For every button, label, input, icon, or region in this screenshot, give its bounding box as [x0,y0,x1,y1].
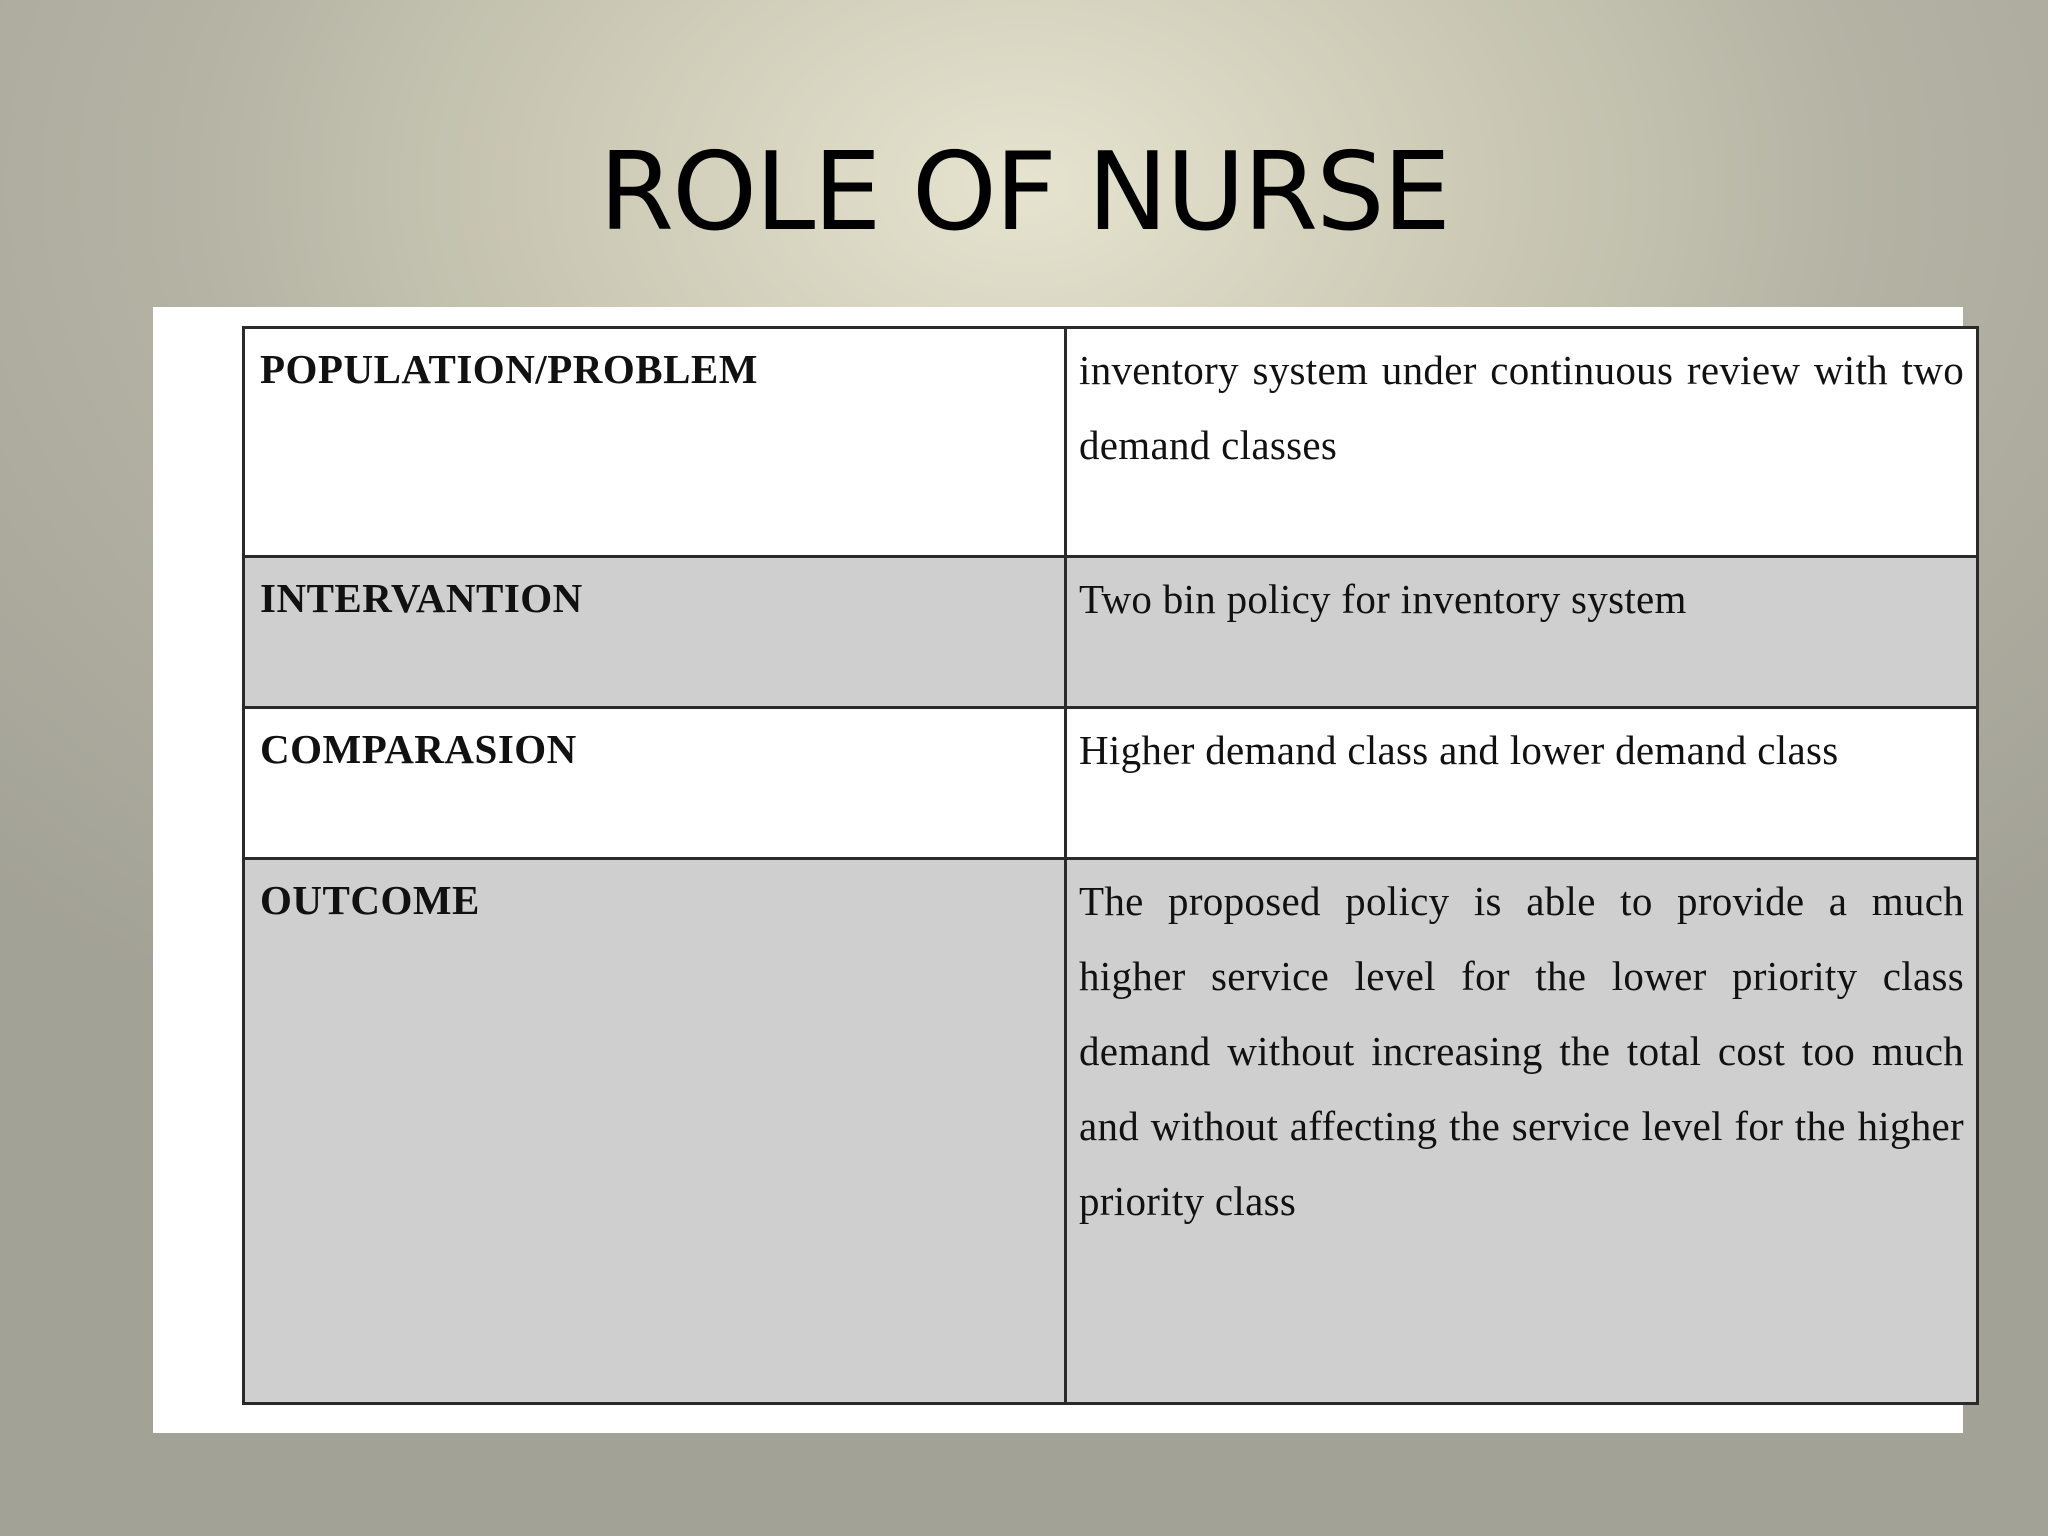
table-row-outcome [244,859,1978,1404]
row-label-population: POPULATION/PROBLEM [260,346,758,392]
table-row-comparison [244,708,1978,859]
row-text-intervention: Two bin policy for inventory system [1079,576,1687,622]
table-row-population [244,328,1978,557]
row-text-comparison: Higher demand class and lower demand class [1079,727,1839,773]
row-text-outcome: The proposed policy is able to provide a much higher service level for the lower priority class demand without increasing the total cost too much and without affecting the service level for the higher priority class [1079,878,1964,1224]
table-row-intervention [244,557,1978,708]
table-cell-label [244,859,1066,1404]
row-text-population: inventory system under continuous review with two demand classes [1079,347,1964,468]
table-cell-text [1066,859,1978,1404]
table-cell-label [244,708,1066,859]
row-label-comparison: COMPARASION [260,726,577,772]
pico-table [242,326,1979,1405]
table-cell-text [1066,708,1978,859]
table-cell-text [1066,557,1978,708]
table-panel [153,307,1963,1433]
table-cell-text [1066,328,1978,557]
table-cell-label [244,328,1066,557]
row-label-outcome: OUTCOME [260,877,480,923]
row-label-intervention: INTERVANTION [260,575,583,621]
slide-title: ROLE OF NURSE [599,130,1449,255]
table-cell-label [244,557,1066,708]
